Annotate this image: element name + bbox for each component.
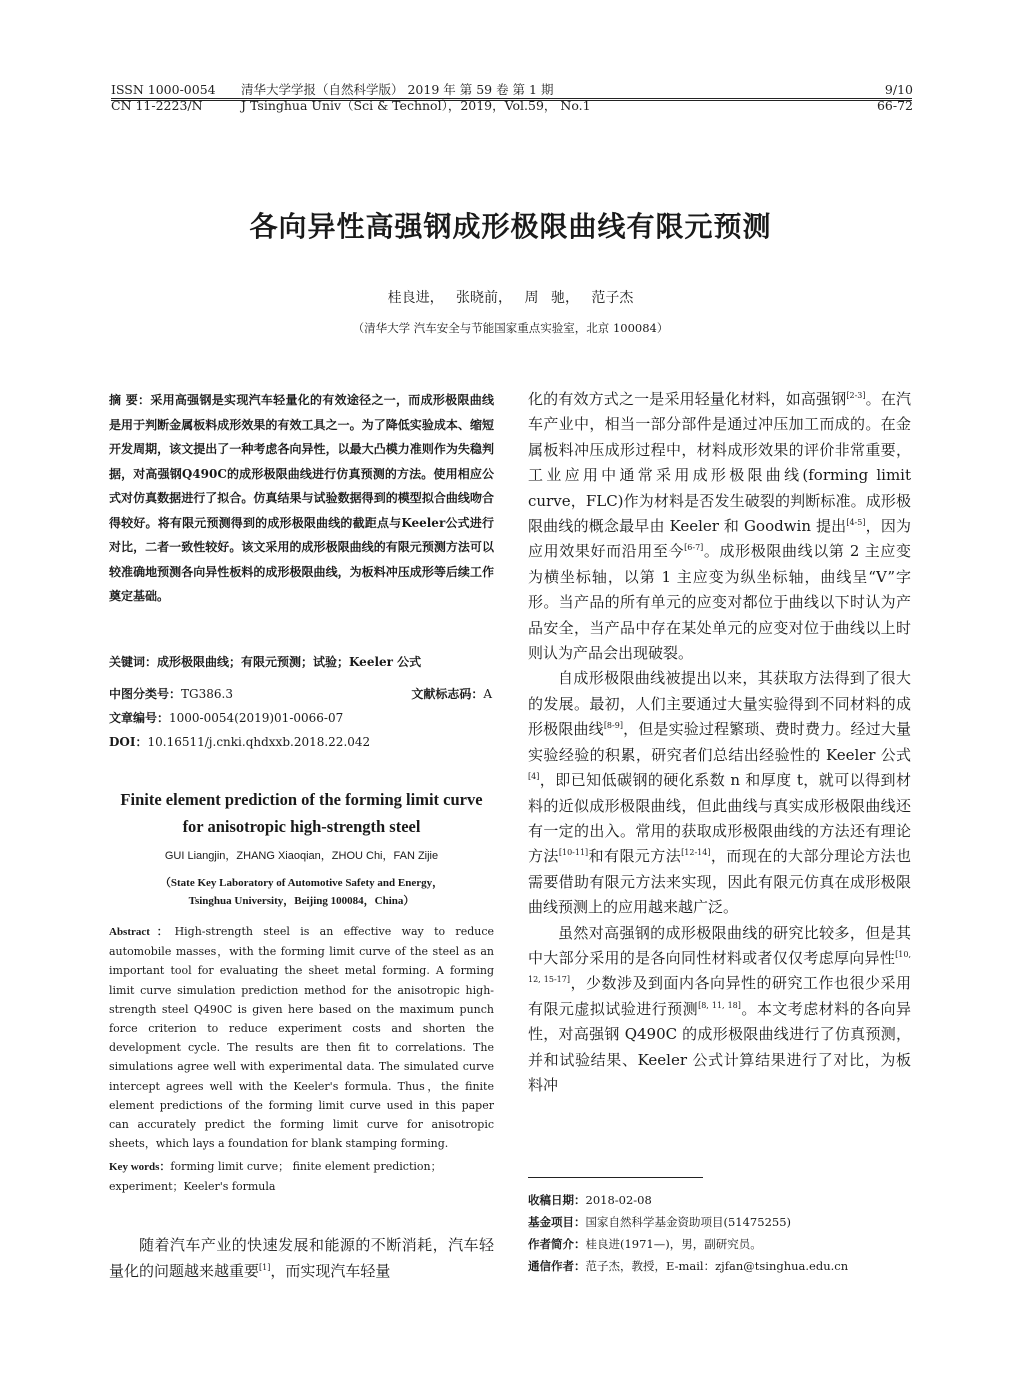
paper-title-zh: 各向异性高强钢成形极限曲线有限元预测 bbox=[249, 210, 772, 243]
doi-label: DOI： bbox=[109, 735, 148, 749]
footnote-label: 基金项目： bbox=[528, 1215, 586, 1229]
keywords-en bbox=[109, 1157, 494, 1196]
footnote-label: 通信作者： bbox=[528, 1259, 586, 1273]
keywords-zh-text: 成形极限曲线；有限元预测；试验；Keeler 公式 bbox=[157, 655, 422, 669]
affiliation-zh: （清华大学 汽车安全与节能国家重点实验室，北京 100084） bbox=[352, 321, 669, 335]
clc-label: 中图分类号： bbox=[109, 687, 182, 701]
citation: [1] bbox=[259, 1262, 271, 1272]
body-right-column bbox=[528, 387, 911, 1098]
abstract-zh-label: 摘 要： bbox=[109, 393, 151, 407]
paper-title-en: Finite element prediction of the forming limit curve for anisotropic high-strength steel bbox=[120, 790, 483, 836]
affiliation-en: （State Key Laboratory of Automotive Safety and Energy，Tsinghua University，Beijing 100084，China） bbox=[159, 877, 444, 907]
clc-value: TG386.3 bbox=[181, 687, 233, 701]
citation: [10, 12, 15-17] bbox=[528, 949, 911, 985]
issue-number: 9/10 bbox=[884, 82, 913, 97]
authors-en: GUI Liangjin，ZHANG Xiaoqian，ZHOU Chi，FAN Zijie bbox=[164, 850, 439, 862]
body-text: 和有限元方法 bbox=[588, 847, 682, 866]
doi-row bbox=[109, 734, 494, 750]
abstract-en-text: High-strength steel is an effective way to reduce automobile masses，with the forming limit curve of the steel as an important tool for evaluating the sheet metal forming. A forming limit curve simulation prediction method for the anisotropic high-strength steel Q490C is given here based on the maximum punch force criterion to reduce experiment costs and shorten the development cycle. The results are then fit to correlations. The simulations agree well with experimental data. The simulated curve intercept agrees well with the Keeler's formula. Thus，the finite element predictions of the forming limit curve used in this paper can accurately predict the forming limit curve for anisotropic sheets，which lays a foundation for blank stamping forming. bbox=[109, 925, 494, 1151]
body-text: 。在汽车产业中，相当一部分部件是通过冲压加工而成的。在金属板料冲压成形过程中，材料成形效果的评价非常重要，工业应用中通常采用成形极限曲线(forming limit curve，FLC)作为材料是否发生破裂的判断标准。成形极限曲线的概念最早由 Keeler 和 Goodwin 提出 bbox=[528, 390, 911, 536]
keywords-zh-label: 关键词： bbox=[109, 655, 158, 669]
citation: [10-11] bbox=[558, 848, 589, 858]
citation: [2-3] bbox=[846, 391, 866, 400]
header-rule-bottom bbox=[111, 100, 912, 101]
footnote-rule bbox=[528, 1177, 703, 1178]
footnote-value: 桂良进(1971—)，男，副研究员。 bbox=[585, 1237, 762, 1251]
citation: [6-7] bbox=[684, 543, 704, 553]
body-text: ，因为应用效果好而沿用至今 bbox=[528, 517, 911, 561]
body-paragraph-intro bbox=[109, 1233, 494, 1284]
clc-row bbox=[109, 686, 494, 702]
page-range: 66-72 bbox=[876, 98, 913, 113]
body-text: ，少数涉及到面内各向异性的研究工作也很少采用有限元虚拟试验进行预测 bbox=[528, 974, 911, 1018]
citation: [4-5] bbox=[846, 518, 866, 528]
body-text: ，而实现汽车轻量 bbox=[270, 1261, 391, 1280]
citation: [12-14] bbox=[681, 848, 711, 858]
header-rule-top bbox=[111, 98, 912, 99]
footnote-value: 国家自然科学基金资助项目(51475255) bbox=[585, 1215, 792, 1229]
authors-zh: 桂良进， 张晓前， 周 驰， 范子杰 bbox=[387, 290, 634, 306]
footnote-label: 作者简介： bbox=[528, 1237, 586, 1251]
doi-value: 10.16511/j.cnki.qhdxxb.2018.22.042 bbox=[147, 735, 371, 749]
body-paragraph-2 bbox=[528, 666, 911, 920]
footnote-value: 2018-02-08 bbox=[585, 1193, 652, 1207]
body-paragraph-3 bbox=[528, 921, 911, 1099]
article-number-row bbox=[109, 710, 494, 726]
body-text: 化的有效方式之一是采用轻量化材料，如高强钢 bbox=[528, 390, 847, 408]
article-number-value: 1000-0054(2019)01-0066-07 bbox=[169, 711, 344, 725]
body-paragraph-1 bbox=[528, 387, 911, 666]
abstract-zh bbox=[109, 388, 494, 609]
doc-code bbox=[411, 686, 492, 702]
footnote-label: 收稿日期： bbox=[528, 1193, 586, 1207]
body-text: ，但是实验过程繁琐、费时费力。经过大量实验经验的积累，研究者们总结出经验性的 Keeler 公式 bbox=[528, 720, 911, 764]
body-text: 虽然对高强钢的成形极限曲线的研究比较多，但是其中大部分采用的是各向同性材料或者仅仅考虑厚向异性 bbox=[528, 923, 911, 967]
body-text: 随着汽车产业的快速发展和能源的不断消耗，汽车轻量化的问题越来越重要 bbox=[109, 1236, 494, 1280]
abstract-en-label: Abstract： bbox=[109, 926, 175, 938]
article-number-label: 文章编号： bbox=[109, 711, 170, 725]
journal-name-en: J Tsinghua Univ（Sci & Technol），2019，Vol.59， No.1 bbox=[241, 98, 591, 113]
citation: [4] bbox=[528, 772, 540, 782]
body-text: 自成形极限曲线被提出以来，其获取方法得到了很大的发展。最初，人们主要通过大量实验得到不同材料的成形极限曲线 bbox=[528, 669, 911, 739]
keywords-en-text: forming limit curve； finite element prediction； experiment；Keeler's formula bbox=[109, 1160, 442, 1193]
keywords-zh bbox=[109, 653, 494, 670]
body-text: ，即已知低碳钢的硬化系数 n 和厚度 t，就可以得到材料的近似成形极限曲线，但此曲线与真实成形极限曲线还有一定的出入。常用的获取成形极限曲线的方法还有理论方法 bbox=[528, 771, 911, 866]
journal-name-zh: 清华大学学报（自然科学版） 2019 年 第 59 卷 第 1 期 bbox=[241, 82, 554, 97]
footnote-author bbox=[528, 1236, 762, 1252]
body-text: 。成形极限曲线以第 2 主应变为横坐标轴，以第 1 主应变为纵坐标轴，曲线呈“V”字形。当产品的所有单元的应变对都位于曲线以下时认为产品安全，当产品中存在某处单元的应变对位于曲线以上时则认为产品会出现破裂。 bbox=[528, 542, 911, 663]
issn: ISSN 1000-0054 bbox=[111, 82, 216, 97]
footnote-received bbox=[528, 1192, 652, 1208]
body-text: 。本文考虑材料的各向异性，对高强钢 Q490C 的成形极限曲线进行了仿真预测，并和试验结果、Keeler 公式计算结果进行了对比，为板料冲 bbox=[528, 999, 911, 1094]
citation: [8-9] bbox=[603, 721, 623, 731]
abstract-zh-text: 采用高强钢是实现汽车轻量化的有效途径之一，而成形极限曲线是用于判断金属板料成形效果的有效工具之一。为了降低实验成本、缩短开发周期，该文提出了一种考虑各向异性，以最大凸模力准则作为失稳判据，对高强钢Q490C的成形极限曲线进行仿真预测的方法。使用相应公式对仿真数据进行了拟合。仿真结果与试验数据得到的模型拟合曲线吻合得较好。将有限元预测得到的成形极限曲线的截距点与Keeler公式进行对比，二者一致性较好。该文采用的成形极限曲线的有限元预测方法可以较准确地预测各向异性板料的成形极限曲线，为板料冲压成形等后续工作奠定基础。 bbox=[109, 393, 494, 603]
keywords-en-label: Key words： bbox=[109, 1161, 171, 1173]
footnote-corresponding bbox=[528, 1258, 848, 1274]
citation: [8, 11, 18] bbox=[698, 1000, 741, 1010]
body-text: ，而现在的大部分理论方法也需要借助有限元方法来实现，因此有限元仿真在成形极限曲线预测上的应用越来越广泛。 bbox=[528, 847, 911, 917]
footnote-value: 范子杰，教授，E-mail：zjfan@tsinghua.edu.cn bbox=[585, 1259, 849, 1273]
doc-code-value: A bbox=[483, 687, 492, 701]
cn-number: CN 11-2223/N bbox=[111, 98, 203, 113]
abstract-en bbox=[109, 922, 494, 1153]
doc-code-label: 文献标志码： bbox=[411, 687, 484, 701]
footnote-fund bbox=[528, 1214, 791, 1230]
